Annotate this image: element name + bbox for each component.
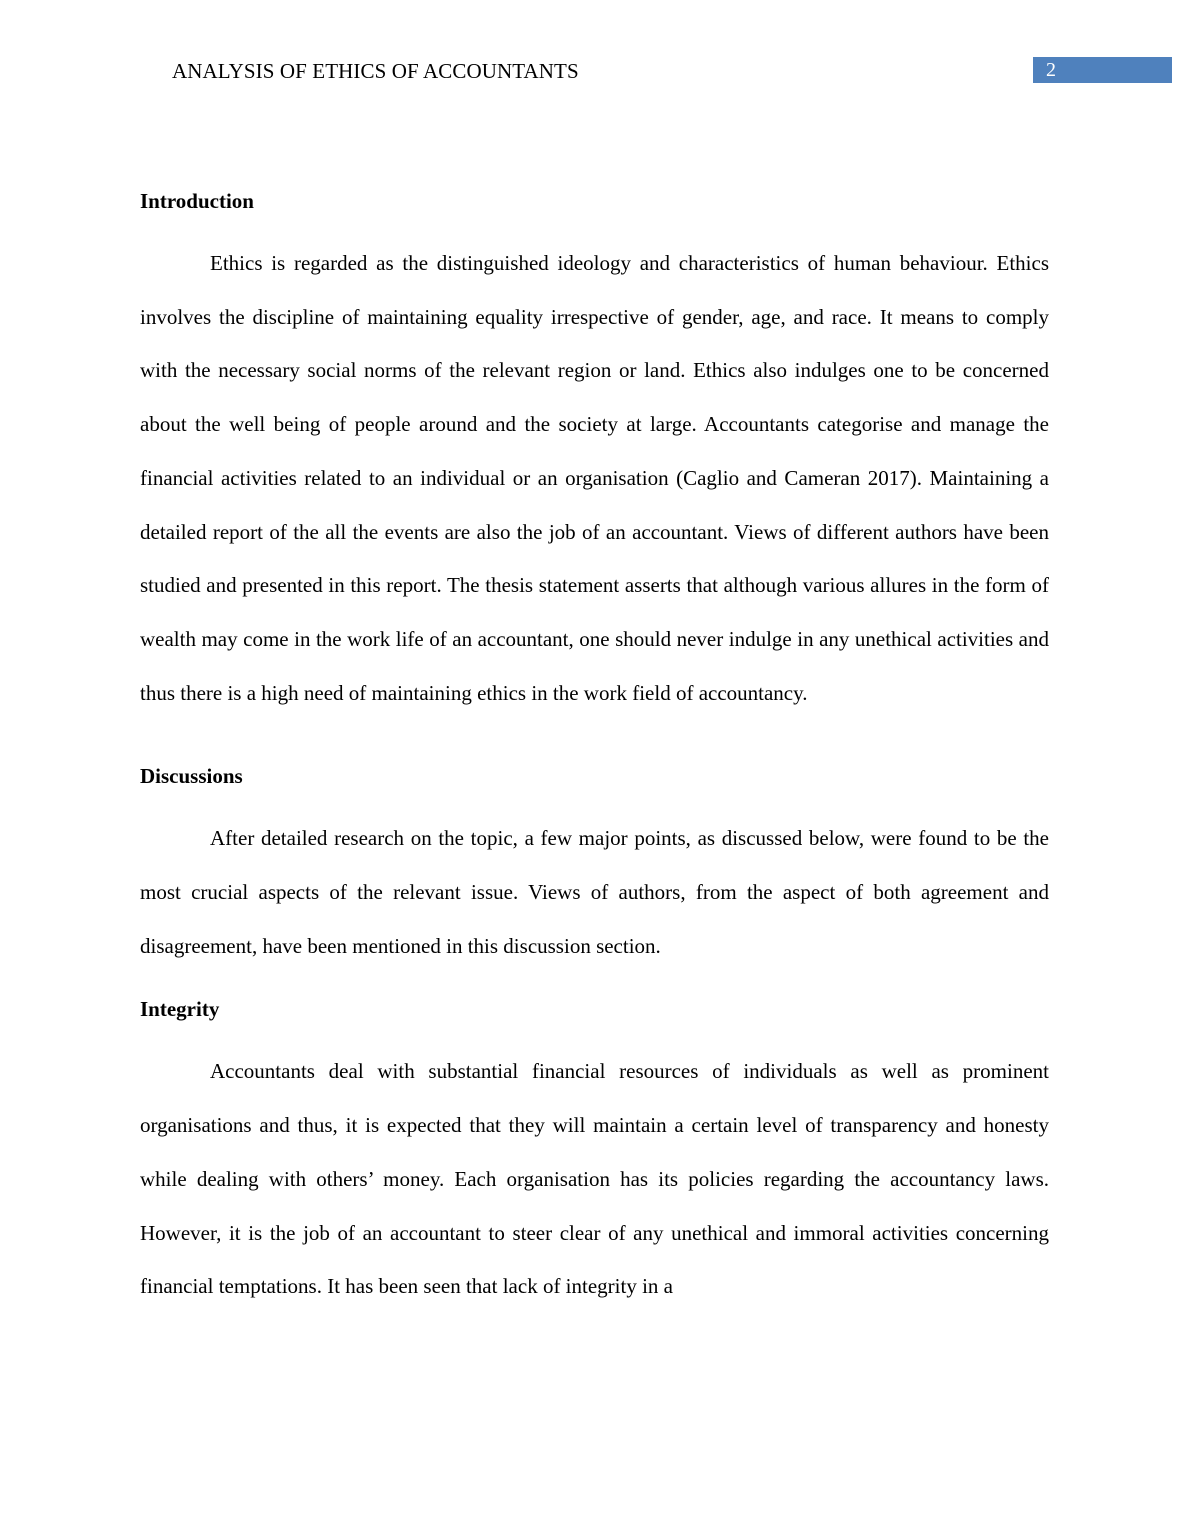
section-heading-introduction: Introduction: [140, 189, 254, 213]
document-body: [140, 184, 1049, 1314]
integrity-paragraph: Accountants deal with substantial financial resources of individuals as well as prominent organisations and thus, it is expected that they will maintain a certain level of transparency and honesty while dealing with others’ money. Each organisation has its policies regarding the accountancy laws. However, it is the job of an accountant to steer clear of any unethical and immoral activities concerning financial temptations. It has been seen that lack of integrity in a: [140, 1059, 1049, 1299]
section-heading-integrity: Integrity: [140, 997, 220, 1022]
page-number-badge: [1033, 57, 1172, 83]
discussions-paragraph: After detailed research on the topic, a few major points, as discussed below, were found to be the most crucial aspects of the relevant issue. Views of authors, from the aspect of both agreement and disagreement, have been mentioned in this discussion section.: [140, 826, 1049, 958]
section-heading-discussions: Discussions: [140, 764, 243, 789]
introduction-paragraph: Ethics is regarded as the distinguished ideology and characteristics of human behaviour. Ethics involves the discipline of maintaining equality irrespective of gender, age, and race. It means to comply with the necessary social norms of the relevant region or land. Ethics also indulges one to be concerned about the well being of people around and the society at large. Accountants categorise and manage the financial activities related to an individual or an organisation (Caglio and Cameran 2017). Maintaining a detailed report of the all the events are also the job of an accountant. Views of different authors have been studied and presented in this report. The thesis statement asserts that although various allures in the form of wealth may come in the work life of an accountant, one should never indulge in any unethical activities and thus there is a high need of maintaining ethics in the work field of accountancy.: [140, 251, 1049, 705]
running-header-title: ANALYSIS OF ETHICS OF ACCOUNTANTS: [172, 59, 579, 83]
page-number: 2: [1046, 59, 1056, 81]
